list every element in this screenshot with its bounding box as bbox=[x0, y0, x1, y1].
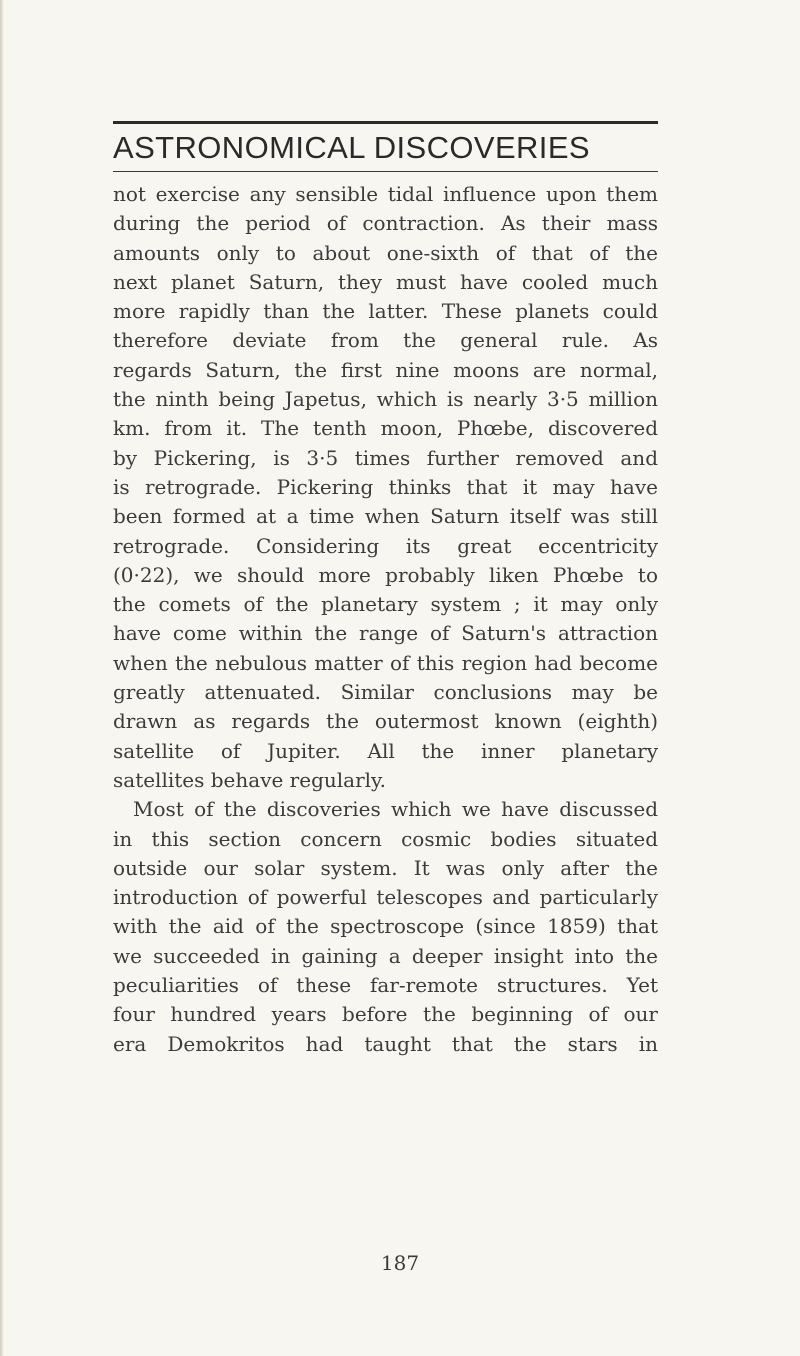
text-line: not exercise any sensible tidal influence upon them bbox=[113, 182, 658, 206]
running-head: ASTRONOMICAL DISCOVERIES bbox=[113, 130, 590, 165]
text-line: the ninth being Japetus, which is nearly 3·5 million bbox=[113, 387, 658, 412]
text-line: the comets of the planetary system ; it may only bbox=[113, 592, 658, 617]
text-line: Most of the discoveries which we have discussed bbox=[133, 797, 658, 822]
text-line: km. from it. The tenth moon, Phœbe, discovered bbox=[113, 416, 658, 441]
text-line: therefore deviate from the general rule. As bbox=[113, 328, 658, 353]
header-rule-top bbox=[113, 121, 658, 124]
body-text bbox=[113, 180, 658, 1059]
text-line: during the period of contraction. As their mass bbox=[113, 211, 658, 236]
text-line: peculiarities of these far-remote structures. Yet bbox=[113, 973, 658, 998]
page-number: 187 bbox=[380, 1251, 420, 1275]
text-line: amounts only to about one-sixth of that of the bbox=[113, 240, 658, 265]
text-line: drawn as regards the outermost known (eighth) bbox=[113, 709, 658, 734]
text-line: been formed at a time when Saturn itself was still bbox=[113, 504, 658, 529]
text-line: satellite of Jupiter. All the inner planetary bbox=[113, 738, 658, 763]
text-line: is retrograde. Pickering thinks that it may have bbox=[113, 474, 658, 499]
text-line: have come within the range of Saturn's attraction bbox=[113, 621, 658, 646]
text-line: four hundred years before the beginning of our bbox=[113, 1002, 658, 1027]
text-line: more rapidly than the latter. These planets could bbox=[113, 299, 658, 324]
page-edge-shadow bbox=[0, 0, 4, 1356]
text-line: satellites behave regularly. bbox=[113, 767, 387, 792]
text-line: by Pickering, is 3·5 times further removed and bbox=[113, 445, 658, 470]
text-line: era Demokritos had taught that the stars in bbox=[113, 1031, 658, 1056]
text-line: next planet Saturn, they must have cooled much bbox=[113, 269, 658, 294]
text-line: (0·22), we should more probably liken Phœbe to bbox=[113, 562, 658, 587]
text-line: retrograde. Considering its great eccentricity bbox=[113, 533, 658, 558]
text-line: greatly attenuated. Similar conclusions may be bbox=[113, 680, 658, 705]
text-line: introduction of powerful telescopes and particularly bbox=[113, 885, 658, 910]
text-line: we succeeded in gaining a deeper insight into the bbox=[113, 943, 658, 968]
text-line: regards Saturn, the first nine moons are normal, bbox=[113, 357, 658, 382]
text-line: with the aid of the spectroscope (since 1859) that bbox=[113, 914, 658, 939]
text-line: when the nebulous matter of this region had become bbox=[113, 650, 658, 675]
text-line: in this section concern cosmic bodies situated bbox=[113, 826, 658, 851]
header-rule-bottom bbox=[113, 171, 658, 172]
text-line: outside our solar system. It was only after the bbox=[113, 855, 658, 880]
